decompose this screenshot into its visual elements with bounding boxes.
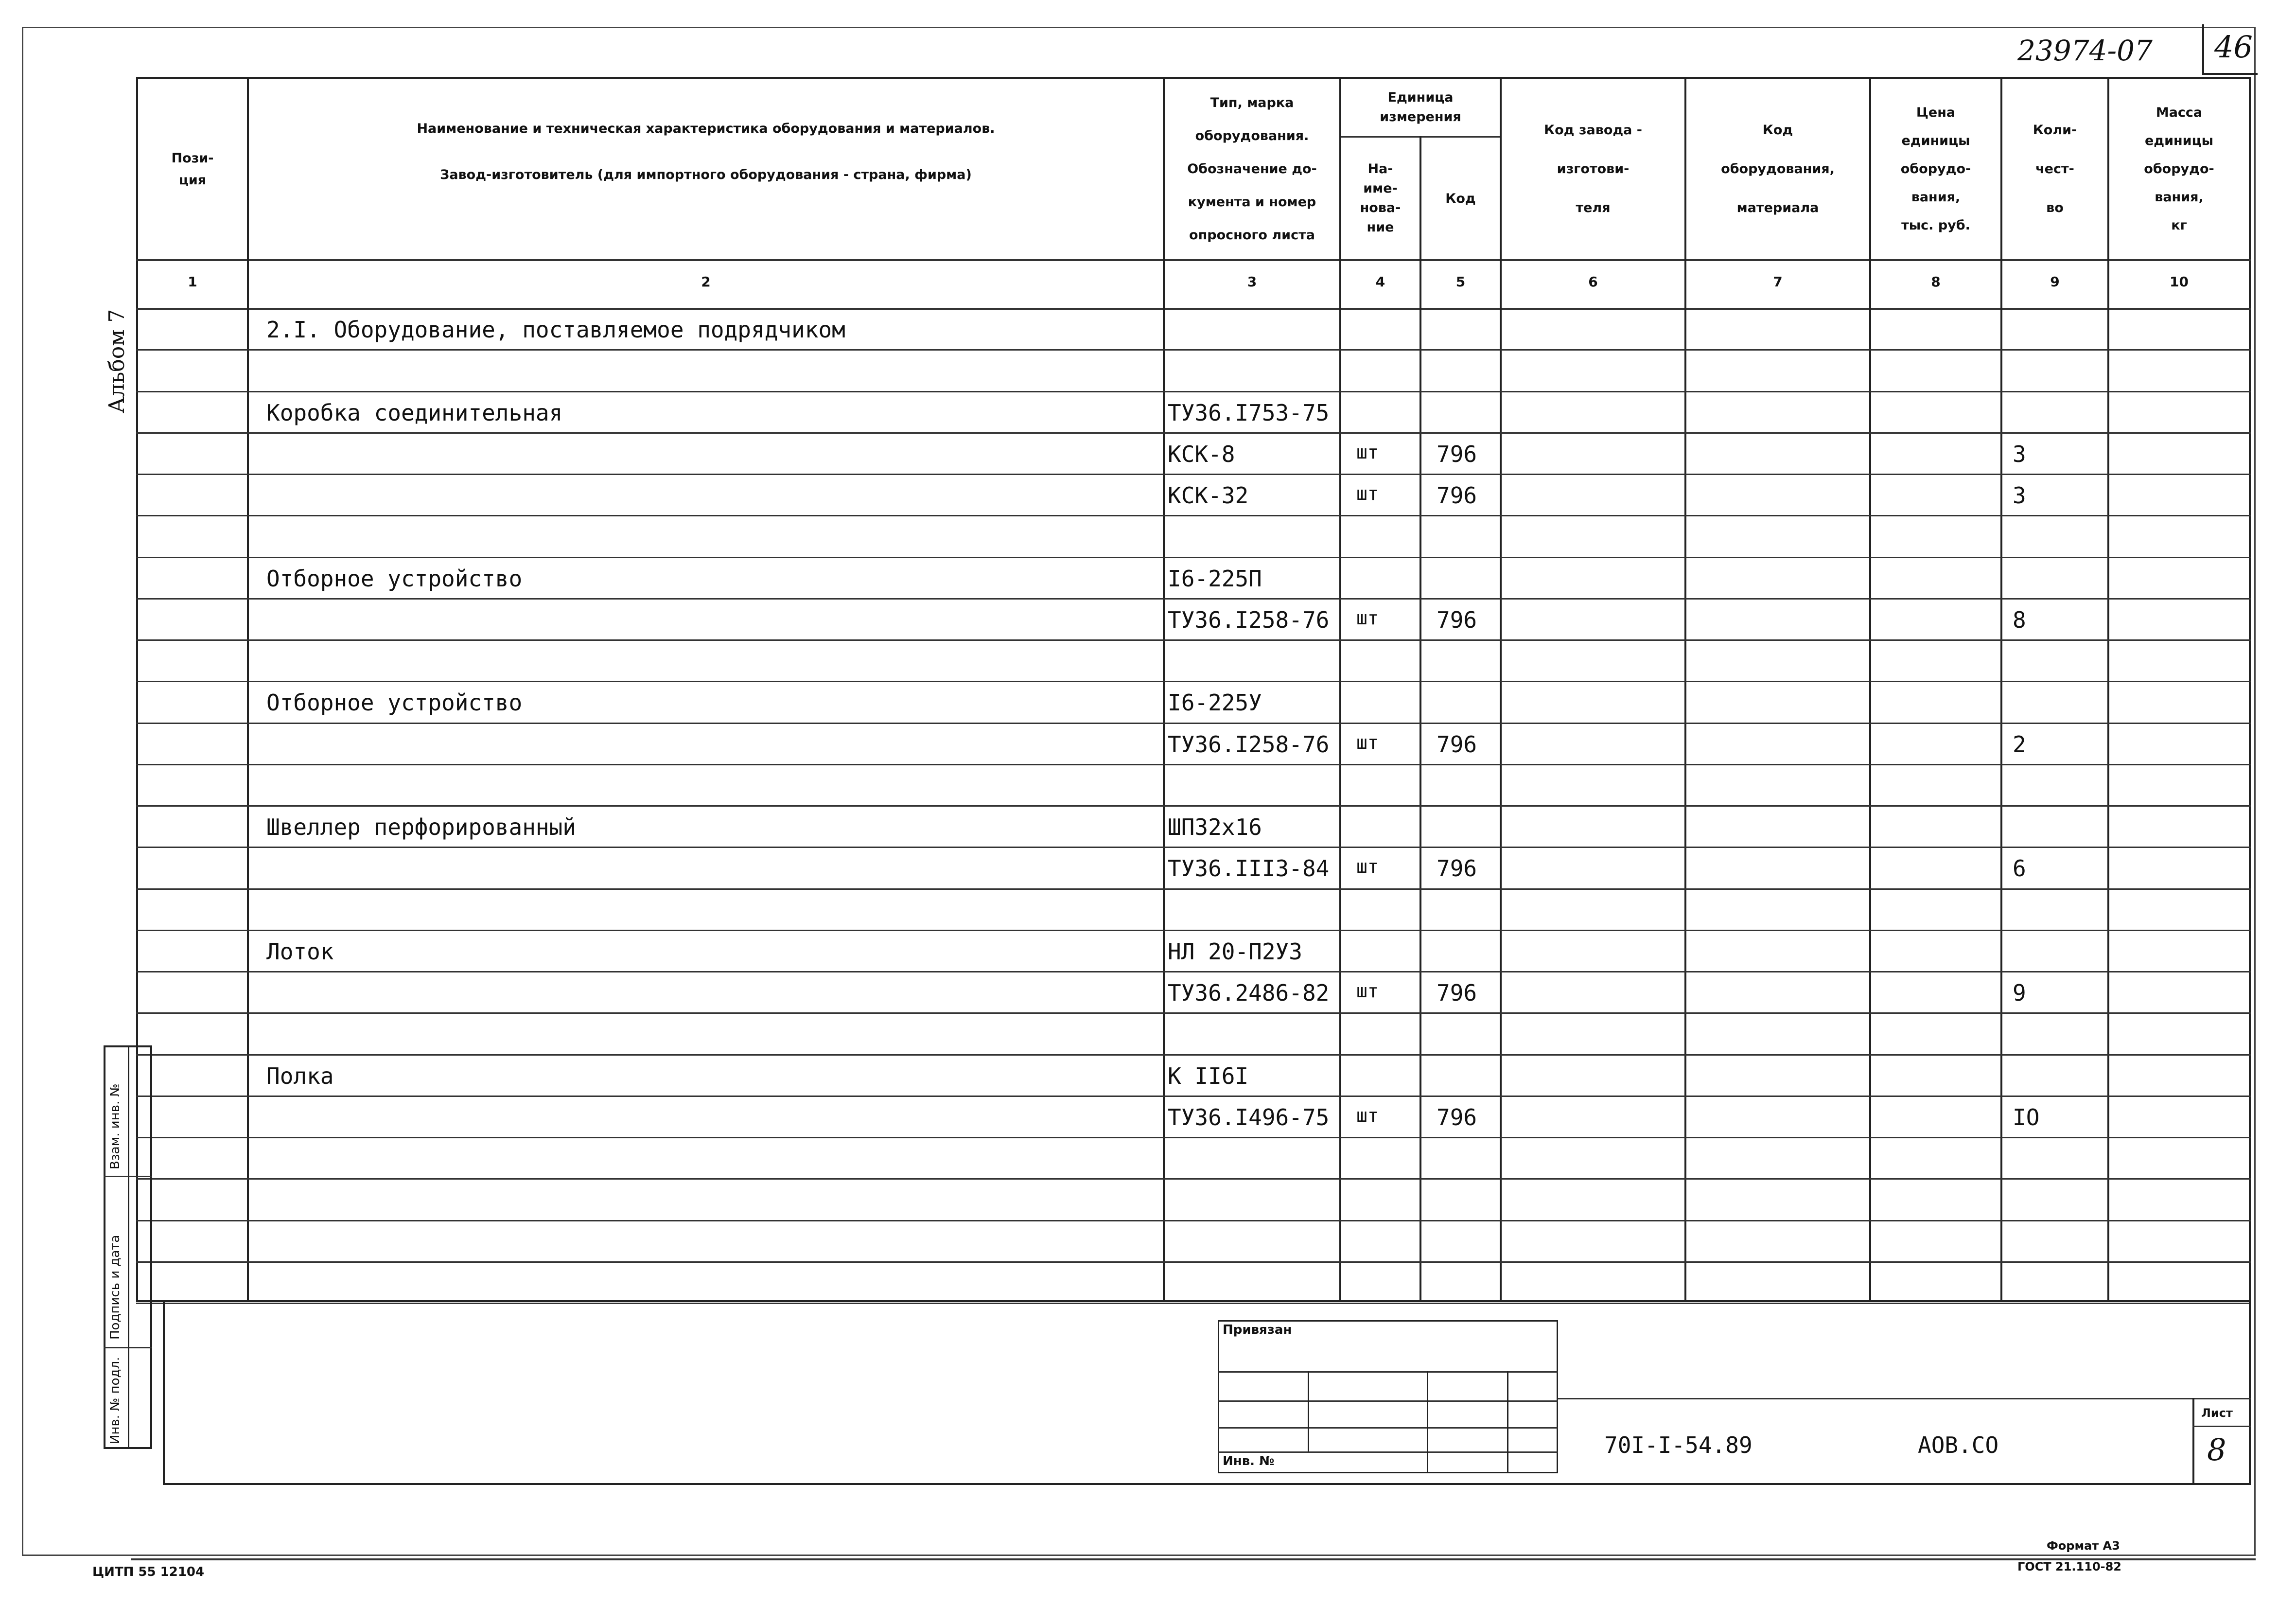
cell-code: 796	[1437, 482, 1477, 509]
cell-name: Отборное устройство	[266, 565, 523, 592]
cell-type: К II6I	[1168, 1062, 1249, 1089]
footer-format: Формат А3	[2047, 1539, 2120, 1553]
album-label: Альбом 7	[105, 309, 129, 413]
cell-code: 796	[1437, 731, 1477, 758]
row-rule	[136, 1054, 2251, 1056]
col-line	[1163, 77, 1165, 1302]
colnum-5: 5	[1455, 274, 1466, 290]
row-rule	[136, 639, 2251, 641]
col-line	[1500, 77, 1502, 1302]
row-rule	[136, 723, 2251, 724]
cell-unit: шт	[1356, 441, 1379, 463]
cell-qty: 6	[2013, 855, 2026, 882]
cell-name: Отборное устройство	[266, 689, 523, 716]
cell-qty: IO	[2013, 1104, 2040, 1131]
row-rule	[136, 847, 2251, 848]
row-rule	[136, 888, 2251, 890]
row-rule	[136, 349, 2251, 351]
bound-label: Привязан	[1223, 1323, 1292, 1337]
cell-type: ТУ36.III3-84	[1168, 855, 1330, 882]
row-rule	[136, 1178, 2251, 1180]
header-maker-code: Код завода - изготови- теля	[1544, 122, 1642, 215]
row-rule	[136, 1137, 2251, 1138]
header-unit-name: На- име- нова- ние	[1360, 161, 1401, 235]
cell-code: 796	[1437, 1104, 1477, 1131]
col-line	[1420, 136, 1421, 1302]
colnum-2: 2	[701, 274, 711, 290]
col-line	[1869, 77, 1871, 1302]
cell-unit: шт	[1356, 483, 1379, 504]
row-rule	[136, 805, 2251, 807]
sheet-box-rule	[2192, 1426, 2251, 1427]
cell-unit: шт	[1356, 856, 1379, 878]
col-line	[1339, 77, 1341, 1302]
row-rule	[136, 930, 2251, 931]
header-name: Наименование и техническая характеристика оборудования и материалов. Завод-изготовитель (для импортного оборудования - страна, фирма)	[417, 121, 995, 182]
cell-type: КСК-32	[1168, 482, 1249, 509]
colnum-6: 6	[1588, 274, 1598, 290]
cell-type: НЛ 20-П2УЗ	[1168, 938, 1302, 965]
cell-type: ТУ36.I753-75	[1168, 399, 1330, 426]
bound-divider	[1507, 1371, 1508, 1473]
header-type: Тип, марка оборудования. Обозначение до- кумента и номер опросного листа	[1187, 95, 1317, 243]
footer-gost: ГОСТ 21.110-82	[2017, 1560, 2122, 1573]
row-rule	[136, 557, 2251, 558]
col-line	[2107, 77, 2109, 1302]
col-line	[247, 77, 249, 1302]
side-stamp-replaced: Взам. инв. №	[108, 1083, 123, 1169]
header-quantity: Коли- чест- во	[2033, 122, 2077, 215]
row-rule	[136, 1261, 2251, 1263]
sheet-code: 23974-07	[2017, 34, 2153, 67]
row-rule	[136, 391, 2251, 392]
cell-unit: шт	[1356, 980, 1379, 1002]
cell-qty: 3	[2013, 441, 2026, 467]
colnum-10: 10	[2170, 274, 2189, 290]
cell-type: ТУ36.2486-82	[1168, 980, 1330, 1006]
cell-type: I6-225П	[1168, 565, 1262, 592]
colnum-9: 9	[2050, 274, 2060, 290]
side-stamp-rule	[104, 1347, 152, 1348]
sheet-box-divider	[2192, 1398, 2194, 1485]
cell-name: 2.I. Оборудование, поставляемое подрядчиком	[266, 317, 845, 343]
cell-qty: 2	[2013, 731, 2026, 758]
cell-type: ТУ36.I258-76	[1168, 606, 1330, 633]
row-rule	[136, 515, 2251, 516]
cell-unit: шт	[1356, 607, 1379, 629]
header-equipment-code: Код оборудования, материала	[1721, 122, 1835, 215]
bound-divider	[1427, 1371, 1428, 1473]
cell-qty: 9	[2013, 980, 2026, 1006]
frame-line	[131, 1558, 2256, 1560]
doc-code-rule	[1558, 1398, 2251, 1399]
cell-type: ШП32х16	[1168, 814, 1262, 840]
sheet-label: Лист	[2201, 1406, 2233, 1420]
cell-code: 796	[1437, 606, 1477, 633]
row-rule	[136, 681, 2251, 682]
cell-type: КСК-8	[1168, 441, 1235, 467]
cell-qty: 3	[2013, 482, 2026, 509]
row-rule	[136, 598, 2251, 600]
doc-mark: АОВ.СО	[1918, 1432, 1999, 1458]
inv-label: Инв. №	[1223, 1454, 1275, 1468]
row-rule	[136, 971, 2251, 972]
cell-code: 796	[1437, 855, 1477, 882]
row-rule	[136, 474, 2251, 475]
cell-name: Коробка соединительная	[266, 399, 563, 426]
side-stamp-divider	[128, 1045, 129, 1449]
colnum-4: 4	[1375, 274, 1385, 290]
doc-code: 70I-I-54.89	[1604, 1432, 1753, 1458]
colnum-7: 7	[1773, 274, 1783, 290]
cell-qty: 8	[2013, 606, 2026, 633]
cell-unit: шт	[1356, 731, 1379, 753]
footer-left: ЦИТП 55 12104	[92, 1565, 205, 1579]
header-position: Пози- ция	[171, 150, 214, 188]
header-bottom-rule	[136, 259, 2251, 261]
colnum-1: 1	[188, 274, 197, 290]
colnum-3: 3	[1247, 274, 1257, 290]
cell-unit: шт	[1356, 1104, 1379, 1126]
header-unit-group: Единица измерения	[1380, 90, 1461, 124]
row-rule	[136, 1220, 2251, 1221]
row-rule	[136, 1096, 2251, 1097]
cell-name: Лоток	[266, 938, 334, 965]
row-rule	[136, 432, 2251, 434]
bound-divider	[1308, 1371, 1309, 1451]
side-stamp-original: Инв. № подл.	[108, 1357, 123, 1444]
side-stamp-signature: Подпись и дата	[108, 1235, 123, 1340]
col-line	[2000, 77, 2002, 1302]
colnum-bottom-rule	[136, 308, 2251, 310]
cell-name: Швеллер перфорированный	[266, 814, 576, 840]
row-rule	[136, 764, 2251, 765]
header-price: Цена единицы оборудо- вания, тыс. руб.	[1900, 105, 1971, 233]
cell-type: I6-225У	[1168, 689, 1262, 716]
colnum-8: 8	[1931, 274, 1941, 290]
row-rule	[136, 1012, 2251, 1014]
page-number: 46	[2214, 29, 2253, 65]
cell-code: 796	[1437, 441, 1477, 467]
sheet-number: 8	[2207, 1432, 2226, 1467]
side-stamp-rule	[104, 1176, 152, 1177]
cell-type: ТУ36.I496-75	[1168, 1104, 1330, 1131]
header-unit-code: Код	[1445, 191, 1476, 206]
cell-type: ТУ36.I258-76	[1168, 731, 1330, 758]
cell-code: 796	[1437, 980, 1477, 1006]
col-line	[1684, 77, 1686, 1302]
cell-name: Полка	[266, 1062, 334, 1089]
header-mass: Масса единицы оборудо- вания, кг	[2144, 105, 2214, 233]
